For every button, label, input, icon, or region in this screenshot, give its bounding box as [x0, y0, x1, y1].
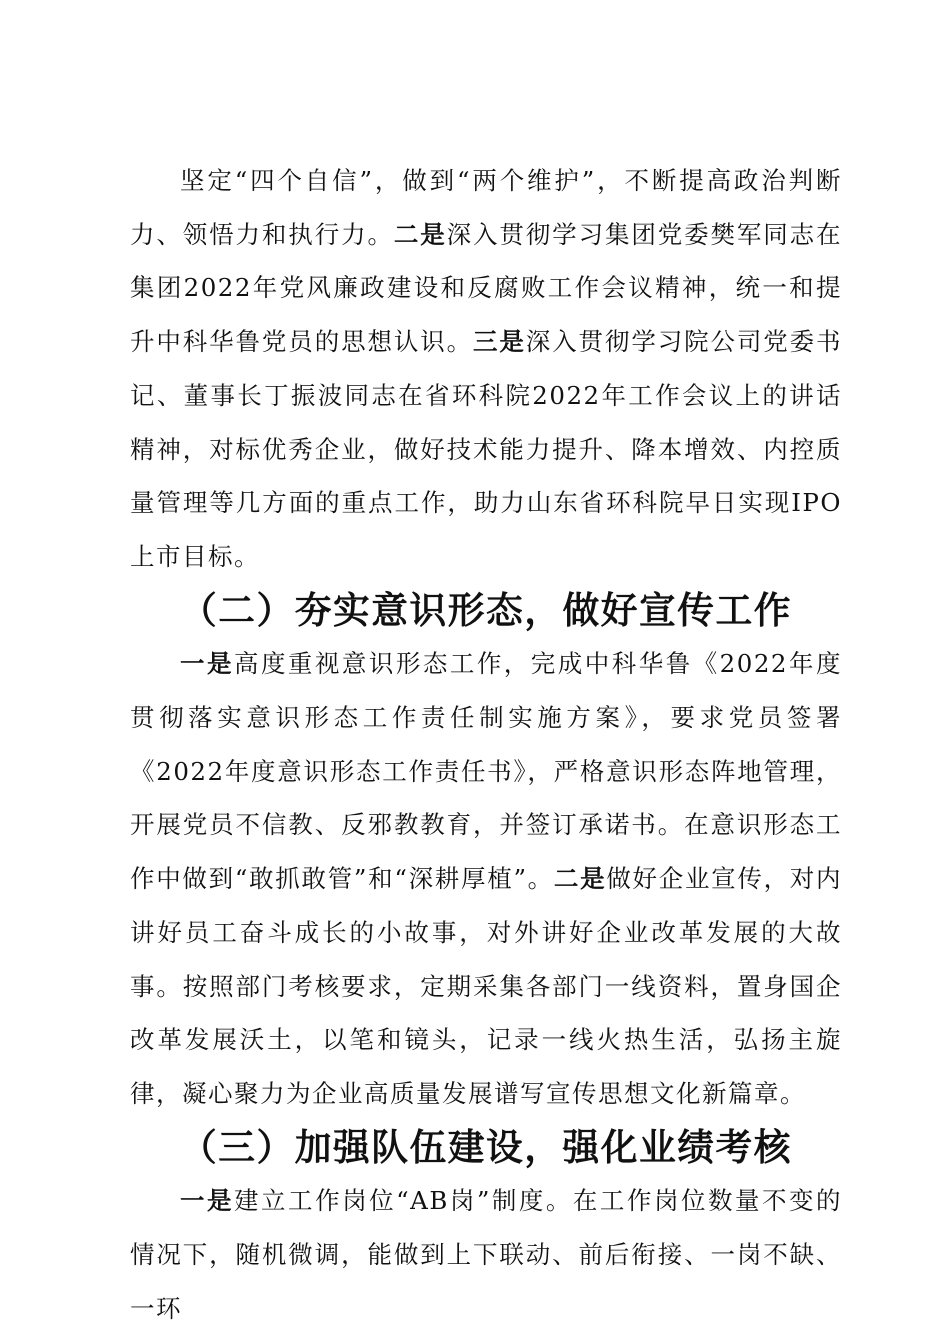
lead-marker-2: 二是: [553, 864, 607, 894]
paragraph-text: 高度重视意识形态工作，完成中科华鲁《2022年度贯彻落实意识形态工作责任制实施方案》，要求党员签署《2022年度意识形态工作责任书》，严格意识形态阵地管理，开展党员不信教、反邪教教育，并签订承诺书。在意识形态工作中做到“敢抓敢管”和“深耕厚植”。: [130, 649, 842, 894]
section-heading-3: （三）加强队伍建设，强化业绩考核: [180, 1124, 793, 1169]
lead-marker-3: 三是: [473, 327, 526, 357]
lead-marker-1: 一是: [180, 1186, 235, 1216]
paragraph-text: 坚定“四个自信”，做到“两个维护”，不断提高政治判断力、领悟力和执行力。: [130, 166, 842, 249]
paragraph-team: [130, 1174, 842, 1335]
document-body: [130, 154, 842, 1335]
paragraph-text: 建立工作岗位“AB岗”制度。在工作岗位数量不变的情况下，随机微调，能做到上下联动、前后衔接、一岗不缺、一环: [130, 1186, 843, 1323]
paragraph-continuation: [130, 154, 842, 584]
lead-marker-1: 一是: [180, 649, 234, 679]
paragraph-ideology: [130, 637, 842, 1120]
paragraph-text: 做好企业宣传，对内讲好员工奋斗成长的小故事，对外讲好企业改革发展的大故事。按照部门考核要求，定期采集各部门一线资料，置身国企改革发展沃土，以笔和镜头，记录一线火热生活，弘扬主旋律，凝心聚力为企业高质量发展谱写宣传思想文化新篇章。: [130, 864, 842, 1108]
lead-marker-2: 二是: [393, 219, 447, 249]
section-heading-2: （二）夯实意识形态，做好宣传工作: [180, 587, 793, 632]
paragraph-text: 深入贯彻学习院公司党委书记、董事长丁振波同志在省环科院2022年工作会议上的讲话精神，对标优秀企业，做好技术能力提升、降本增效、内控质量管理等几方面的重点工作，助力山东省环科院早日实现IPO上市目标。: [130, 327, 843, 571]
paragraph-text: 深入贯彻学习集团党委樊军同志在集团2022年党风廉政建设和反腐败工作会议精神，统一和提升中科华鲁党员的思想认识。: [130, 219, 843, 357]
